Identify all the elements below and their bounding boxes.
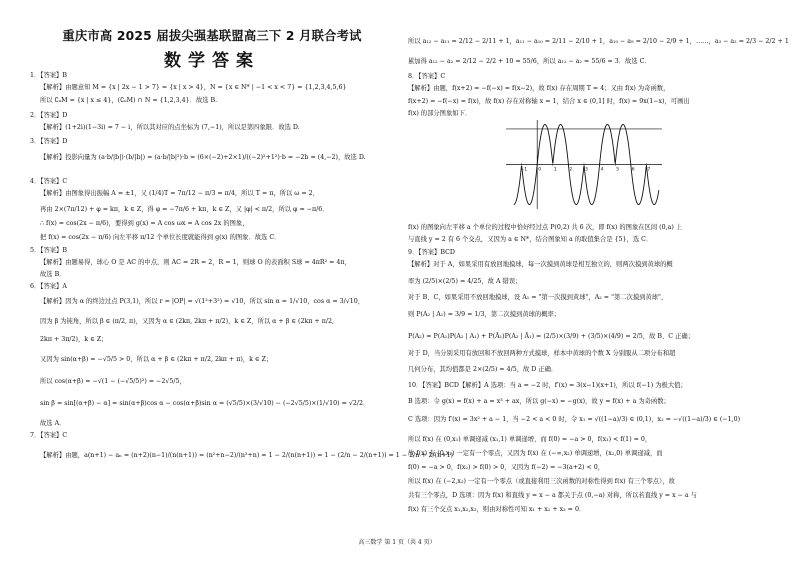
left-text-line: sin β = sin[(α+β) − α] = sin(α+β)cos α − cos(α+β)sin α = (√5/5)×(3/√10) − (−2√5/5)×(1/√10) = √2/2． <box>40 400 370 407</box>
x-tick-label: 1 <box>553 167 557 173</box>
left-text-line: 2kπ + 3π/2)，k ∈ Z； <box>40 336 108 343</box>
left-text-line: 6．【答案】A <box>30 283 67 290</box>
left-text-line: 【解析】由题，a(n+1) − aₙ = (n+2)(n−1)/(n(n+1)) = (n²+n−2)/(n²+n) = 1 − 2/(n(n+1)) = 1 − (2/n − 2/(n+1)) = 1 − 2/n + 2/(n+1) <box>40 452 453 459</box>
left-text-line: 【解析】因为 α 的终边过点 P(3,1)，所以 r = |OP| = √(1²+3²) = √10，所以 sin α = 1/√10，cos α = 3/√10， <box>40 298 365 305</box>
x-tick-label: 4 <box>600 167 604 173</box>
left-text-line: 再由 2×(7π/12) + φ = kπ，k ∈ Z，得 φ = −7π/6 + kπ，k ∈ Z，又 |φ| < π/2，所以 φ = −π/6． <box>40 206 329 213</box>
left-text-line: 3．【答案】D <box>30 138 68 145</box>
right-text-line: 累加得 a₁₂ − a₂ = 2/12 − 2/2 + 10 = 55/6，所以 a₁₂ − a₂ = 55/6 = 3．故选 C． <box>408 58 651 65</box>
left-text-line: 1．【答案】B <box>30 72 67 79</box>
right-text-line: P(A₂) = P(A₁)P(A₂ | A₁) + P(Ā₁)P(A₂ | Ā₁) = (2/5)×(3/9) + (3/5)×(4/9) = 2/5，故 B、C 正确； <box>408 333 695 340</box>
left-text-line: 【解析】(1+2i)(1−3i) = 7 − i，所以其对应的点坐标为 (7,−1)，所以是第四象限．故选 D. <box>40 124 300 131</box>
x-tick-label: 3 <box>585 167 588 173</box>
left-text-line: 【解析】由题意知 M = {x | 2x − 1 > 7} = {x | x > 4}，N = {x ∈ N* | −1 < x < 7} = {1,2,3,4,5,6} <box>40 84 347 91</box>
right-text-line: 【解析】由题，f(x+2) = −f(−x) = f(x−2)，故 f(x) 存在周期 T = 4；又由 f(x) 为奇函数， <box>408 85 670 92</box>
left-text-line: 4．【答案】C <box>30 178 68 185</box>
right-text-line: 9．【答案】BCD <box>408 249 455 256</box>
left-text-line: 2．【答案】D <box>30 112 68 119</box>
right-text-line: 故 f(x) 在 (0,x₁) 一定有一个零点，又因为 f(x) 在 (−∞,x₂) 单调递增，(x₂,0) 单调递减，而 <box>408 450 663 457</box>
right-text-line: 8．【答案】C <box>408 73 446 80</box>
x-tick-label: 2 <box>569 167 573 173</box>
right-text-line: 所以 f(x) 在 (0,x₁) 单调递减 (x₁,1) 单调递增，而 f(0) = −a > 0，f(x₁) < f(1) = 0， <box>408 436 652 443</box>
right-text-line: 对于 D，当分别采用有放回和不放回两种方式摸球，样本中黄球的个数 X 分别服从二项分布和超 <box>408 350 676 357</box>
right-text-line: 率为 (2/5)×(2/5) = 4/25，故 A 错误； <box>408 278 522 285</box>
right-text-line: B 选项：令 g(x) = f(x) + a = x³ + ax，所以 g(−x) = −g(x)，故 y = f(x) + a 为奇函数； <box>408 398 670 405</box>
x-tick-label: -1 <box>522 167 528 173</box>
right-text-line: f(x) 的部分图象如下． <box>408 110 472 117</box>
right-text-line: 所以 f(x) 在 (−2,x₂) 一定有一个零点（或直接利用三次函数的对称性得到 f(x) 有三个零点），故 <box>408 478 675 485</box>
page-subtitle: 数学答案 <box>164 51 260 71</box>
left-text-line: 故选 A． <box>40 420 66 427</box>
left-text-line: ∴ f(x) = cos(2x − π/6)，要得到 g(x) = A cos ωx = A cos 2x 的图象， <box>40 220 249 227</box>
left-text-line: 【解析】由题易得，球心 O 是 AC 的中点，则 AC = 2R = 2，R = 1，则球 O 的表面积 S球 = 4πR² = 4π， <box>40 259 351 266</box>
left-text-line: 7．【答案】C <box>30 432 68 439</box>
right-text-line: 10．【答案】BCD【解析】A 选项：当 a = −2 时，f′(x) = 3(x−1)(x+1)，所以 f(−1) 为极大值； <box>408 382 687 389</box>
x-tick-label: 7 <box>647 167 651 173</box>
right-text-line: 几何分布，其均值都是 2×(2/5) = 4/5，故 D 正确． <box>408 366 558 373</box>
right-text-line: f(x) 的图象向左平移 a 个单位的过程中恰好经过点 P(0,2) 共 6 次，即 f(x) 的图象在区间 (0,a) 上 <box>408 224 683 231</box>
left-text-line: 5．【答案】B <box>30 247 67 254</box>
page-title: 重庆市高 2025 届拔尖强基联盟高三下 2 月联合考试 <box>62 29 362 43</box>
left-text-line: 因为 β 为钝角，所以 β ∈ (π/2, π)，又因为 α ∈ (2kπ, 2kπ + π/2)，k ∈ Z，所以 α + β ∈ (2kπ + π/2, <box>40 318 334 325</box>
right-text-line: 共有三个零点，D 选项：因为 f(x) 和直线 y = x − a 都关于点 (0,−a) 对称，所以若直线 y = x − a 与 <box>408 492 697 499</box>
left-text-line: 又因为 sin(α+β) = −√5/5 > 0，所以 α + β ∈ (2kπ + π/2, 2kπ + π)，k ∈ Z； <box>40 356 273 363</box>
right-text-line: 【解析】对于 A，如果采用有放回地摸球，每一次摸到黄球是相互独立的，则两次摸到黄球的概 <box>408 261 673 268</box>
left-text-line: 所以 ∁ᵤM = {x | x ≤ 4}，(∁ᵤM) ∩ N = {1,2,3,4}．故选 B. <box>40 97 218 104</box>
function-graph <box>500 112 668 217</box>
right-text-line: f(0) = −a > 0，f(x₂) > f(0) > 0，又因为 f(−2) = −3(a+2) < 0， <box>408 464 605 471</box>
right-text-line: C 选项：因为 f′(x) = 3x² + a − 1，当 −2 < a < 0 时，令 x₁ = √((1−a)/3) ∈ (0,1)，x₂ = −√((1−a)/3) ∈ (−1,0) <box>408 416 741 423</box>
x-tick-label: 5 <box>616 167 620 173</box>
right-text-line: 对于 B、C，如果采用不放回地摸球，设 A₁ = "第一次摸到黄球"，A₂ = "第二次摸到黄球"， <box>408 294 668 301</box>
left-text-line: 【解析】由图象得出振幅 A = ±1，又 (1/4)T = 7π/12 − π/3 = π/4，所以 T = π，所以 ω = 2， <box>40 190 319 197</box>
left-text-line: 故选 B． <box>40 271 66 278</box>
right-text-line: 与直线 y = 2 有 6 个交点，又因为 a ∈ N*，结合图象知 a 的取值集合是 {5}，选 C． <box>408 236 653 243</box>
left-text-line: 把 f(x) = cos(2x − π/6) 向左平移 π/12 个单位长度就能得到 g(x) 的图象．故选 C． <box>40 234 281 241</box>
right-text-line: 所以 a₁₂ − a₁₁ = 2/12 − 2/11 + 1，a₁₁ − a₁₀ = 2/11 − 2/10 + 1，a₁₀ − a₉ = 2/10 − 2/9 + 1，……，a₃ − a₂ = 2/3 − 2/2 + 1 <box>408 38 789 45</box>
left-text-line: 所以 cos(α+β) = −√(1 − (−√5/5)²) = −2√5/5， <box>40 378 186 385</box>
right-text-line: f(x) 有三个交点 x₁,x₂,x₃，则由对称性可知 x₁ + x₂ + x₃ = 0． <box>408 506 586 513</box>
left-text-line: 【解析】投影向量为 (a·b/|b|)·(b/|b|) = (a·b/|b|²)·b = (6×(−2)+2×1)/((−2)²+1²)·b = −2b = (4,−2)，故选 D. <box>40 154 366 161</box>
right-text-line: 则 P(A₂ | A₁) = 3/9 = 1/3，第二次摸到黄球的概率； <box>408 311 561 318</box>
x-tick-label: 0 <box>538 167 542 173</box>
x-tick-label: 6 <box>631 167 635 173</box>
page-footer: 高三数学 第 1 页（共 4 页） <box>358 539 436 546</box>
right-text-line: f(x+2) = −f(−x) = f(x)，故 f(x) 存在对称轴 x = 1，结合 x ∈ (0,1] 时，f(x) = 9x(1−x)，可画出 <box>408 98 690 105</box>
